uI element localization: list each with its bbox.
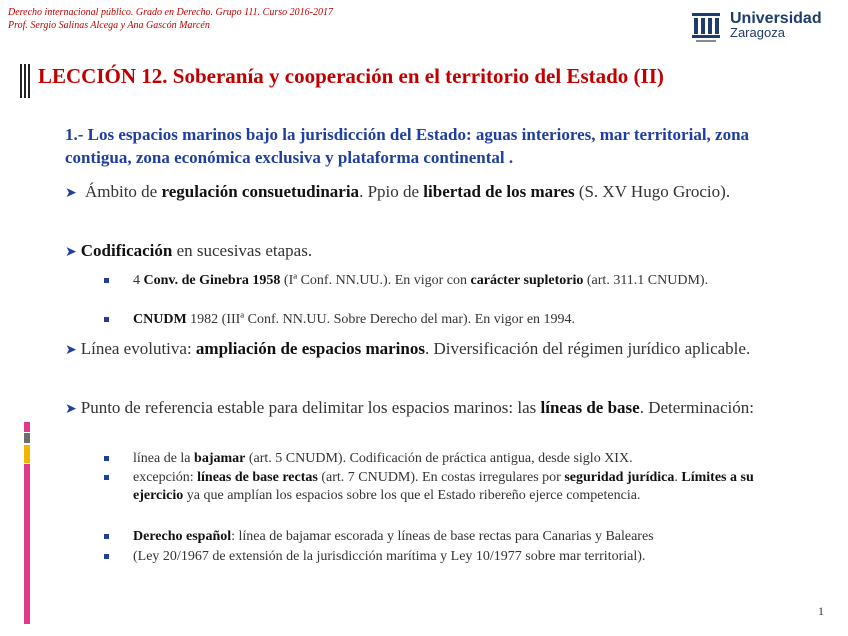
square-bullet-icon <box>104 278 109 283</box>
paragraph-regulation <box>65 181 785 205</box>
p2-text: en sucesivas etapas. <box>172 241 313 260</box>
section-heading: 1.- Los espacios marinos bajo la jurisdicción del Estado: aguas interiores, mar territorial, zona contigua, zona económica exclusiva y plataforma continental . <box>65 125 750 167</box>
p4-text: . Determinación: <box>639 398 754 417</box>
item-text: (art. 5 CNUDM). Codificación de práctica antigua, desde siglo XIX. <box>245 451 633 466</box>
university-crest-icon <box>690 10 722 44</box>
arrow-bullet-icon: ➤ <box>65 402 77 417</box>
header-professors-line: Prof. Sergio Salinas Alcega y Ana Gascón Marcén <box>8 20 210 31</box>
list-item <box>104 469 784 505</box>
item-text: (art. 7 CNUDM). En costas irregulares por <box>317 470 565 485</box>
paragraph-baselines <box>65 397 785 421</box>
item-bold-term: seguridad jurídica <box>564 470 675 485</box>
side-stripe-pink-long <box>24 464 30 624</box>
item-bold-term: Derecho español <box>133 529 232 544</box>
item-bold-term: líneas de base rectas <box>197 470 318 485</box>
university-logo <box>690 10 830 44</box>
item-text: (art. 311.1 CNUDM). <box>583 273 709 288</box>
p1-text: . Ppio de <box>359 182 424 201</box>
lesson-title: LECCIÓN 12. Soberanía y cooperación en el territorio del Estado (II) <box>38 64 664 88</box>
p1-bold-term: libertad de los mares <box>423 182 575 201</box>
p2-bold-term: Codificación <box>80 241 173 260</box>
arrow-bullet-icon: ➤ <box>65 186 77 201</box>
logo-university-text: Universidad <box>730 10 822 27</box>
arrow-bullet-icon: ➤ <box>65 245 77 260</box>
side-stripe-gray <box>24 433 30 443</box>
p3-bold-term: ampliación de espacios marinos <box>195 339 425 358</box>
p1-text: Ámbito de <box>84 182 162 201</box>
p1-bold-term: regulación consuetudinaria <box>161 182 360 201</box>
square-bullet-icon <box>104 554 109 559</box>
item-bold-term: bajamar <box>194 451 246 466</box>
item-text: . <box>674 470 682 485</box>
item-bold-term: carácter supletorio <box>470 273 584 288</box>
item-text: 1982 (IIIª Conf. NN.UU. Sobre Derecho del mar). En vigor en 1994. <box>186 312 576 327</box>
item-text: 4 <box>133 273 144 288</box>
list-item <box>104 528 784 546</box>
square-bullet-icon <box>104 534 109 539</box>
side-stripe-yellow <box>24 445 30 463</box>
item-text: (Iª Conf. NN.UU.). En vigor con <box>280 273 471 288</box>
square-bullet-icon <box>104 475 109 480</box>
item-text: (Ley 20/1967 de extensión de la jurisdicción marítima y Ley 10/1977 sobre mar territorial). <box>133 549 646 564</box>
p4-text: Punto de referencia estable para delimitar los espacios marinos: las <box>80 398 541 417</box>
item-text: : línea de bajamar escorada y líneas de base rectas para Canarias y Baleares <box>231 529 654 544</box>
item-bold-term: CNUDM <box>133 312 187 327</box>
list-item <box>104 548 784 566</box>
logo-city-text: Zaragoza <box>730 25 785 40</box>
paragraph-evolution <box>65 338 785 362</box>
list-item <box>104 450 784 468</box>
list-item <box>104 311 784 329</box>
list-item <box>104 272 784 290</box>
p3-text: Línea evolutiva: <box>80 339 196 358</box>
item-text: ya que amplían los espacios sobre los que el Estado ribereño ejerce competencia. <box>183 488 641 503</box>
square-bullet-icon <box>104 456 109 461</box>
arrow-bullet-icon: ➤ <box>65 343 77 358</box>
paragraph-codification <box>65 240 785 264</box>
item-text: línea de la <box>133 451 195 466</box>
header-course-line: Derecho internacional público. Grado en Derecho. Grupo 111. Curso 2016-2017 <box>8 7 333 18</box>
page-number: 1 <box>818 604 824 618</box>
p4-bold-term: líneas de base <box>540 398 640 417</box>
p3-text: . Diversificación del régimen jurídico aplicable. <box>424 339 751 358</box>
square-bullet-icon <box>104 317 109 322</box>
p1-text: (S. XV Hugo Grocio). <box>574 182 731 201</box>
side-stripe-pink <box>24 422 30 432</box>
item-bold-term: Límites a su ejercicio <box>133 470 754 503</box>
item-text: excepción: <box>133 470 198 485</box>
item-bold-term: Conv. de Ginebra 1958 <box>143 273 281 288</box>
title-bars-decoration <box>20 64 30 98</box>
